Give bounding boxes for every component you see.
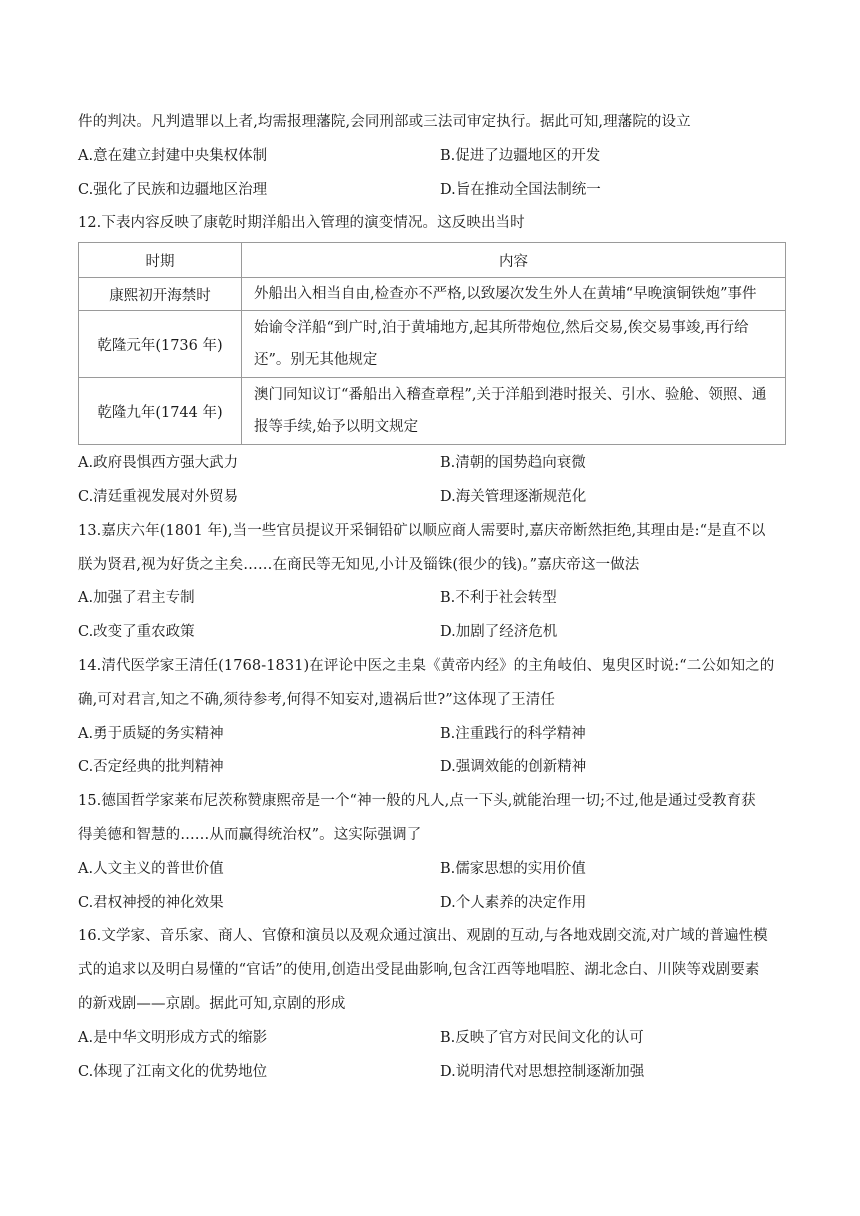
q11-option-c: C.强化了民族和边疆地区治理 bbox=[78, 181, 268, 198]
q12-options-row-1 bbox=[78, 447, 788, 481]
q14-options-row-2 bbox=[78, 751, 788, 785]
q16-options-row-2 bbox=[78, 1056, 788, 1090]
q13-option-a: A.加强了君主专制 bbox=[78, 590, 195, 607]
table-cell-content bbox=[242, 311, 786, 378]
q15-options-row-2 bbox=[78, 887, 788, 921]
q15-option-c: C.君权神授的神化效果 bbox=[78, 894, 224, 911]
q11-option-d: D.旨在推动全国法制统一 bbox=[440, 181, 601, 198]
q13-stem-line-2: 朕为贤君,视为好货之主矣……在商民等无知见,小计及锱铢(很少的钱)。”嘉庆帝这一做法 bbox=[78, 556, 640, 573]
q15-options-row-1 bbox=[78, 853, 788, 887]
q15-option-a: A.人文主义的普世价值 bbox=[78, 860, 224, 877]
q14-stem-line-1: 14.清代医学家王清任(1768-1831)在评论中医之圭臬《黄帝内经》的主角岐伯、鬼臾区时说:“二公如知之的 bbox=[78, 657, 775, 674]
q16-stem-line-2: 式的追求以及明白易懂的“官话”的使用,创造出受昆曲影响,包含江西等地唱腔、湖北念白、川陕等戏剧要素 bbox=[78, 962, 760, 979]
q12-option-d: D.海关管理逐渐规范化 bbox=[440, 488, 587, 505]
q14-option-d: D.强调效能的创新精神 bbox=[440, 759, 587, 776]
q11-stem-continuation: 件的判决。凡判遣罪以上者,均需报理藩院,会同刑部或三法司审定执行。据此可知,理藩院的设立 bbox=[78, 114, 691, 130]
q14-option-a: A.勇于质疑的务实精神 bbox=[78, 725, 224, 742]
q12-option-c: C.清廷重视发展对外贸易 bbox=[78, 488, 239, 505]
q14-option-c: C.否定经典的批判精神 bbox=[78, 759, 224, 776]
q12-stem: 12.下表内容反映了康乾时期洋船出入管理的演变情况。这反映出当时 bbox=[78, 215, 525, 232]
table-header-period: 时期 bbox=[79, 243, 242, 278]
table-cell-content bbox=[242, 378, 786, 445]
q13-option-d: D.加剧了经济危机 bbox=[440, 624, 558, 641]
table-header-content: 内容 bbox=[242, 243, 786, 278]
q12-options-row-2 bbox=[78, 481, 788, 515]
table-row bbox=[79, 311, 786, 378]
table-header-row bbox=[79, 243, 786, 278]
table-cell-line: 还”。别无其他规定 bbox=[254, 352, 378, 369]
q16-option-d: D.说明清代对思想控制逐渐加强 bbox=[440, 1063, 645, 1080]
q12-option-a: A.政府畏惧西方强大武力 bbox=[78, 455, 239, 472]
table-cell-period: 康熙初开海禁时 bbox=[79, 278, 242, 311]
q13-options-row-1 bbox=[78, 582, 788, 616]
q12-option-b: B.清朝的国势趋向衰微 bbox=[440, 455, 586, 472]
page-content bbox=[78, 106, 788, 1089]
table-cell-period: 乾隆元年(1736 年) bbox=[79, 311, 242, 378]
q16-options-row-1 bbox=[78, 1022, 788, 1056]
table-cell-period: 乾隆九年(1744 年) bbox=[79, 378, 242, 445]
q13-option-b: B.不利于社会转型 bbox=[440, 590, 557, 607]
ship-regulation-table bbox=[78, 242, 786, 445]
q16-stem-line-3: 的新戏剧——京剧。据此可知,京剧的形成 bbox=[78, 995, 346, 1012]
q13-options-row-2 bbox=[78, 616, 788, 650]
q15-option-d: D.个人素养的决定作用 bbox=[440, 894, 587, 911]
q16-option-a: A.是中华文明形成方式的缩影 bbox=[78, 1029, 268, 1046]
q11-option-b: B.促进了边疆地区的开发 bbox=[440, 147, 601, 164]
table-cell-line: 外船出入相当自由,检查亦不严格,以致屡次发生外人在黄埔“早晚演铜铁炮”事件 bbox=[254, 286, 757, 303]
q16-stem-line-1: 16.文学家、音乐家、商人、官僚和演员以及观众通过演出、观剧的互动,与各地戏剧交流,对广域的普遍性模 bbox=[78, 928, 768, 945]
q15-stem-line-2: 得美德和智慧的……从而赢得统治权”。这实际强调了 bbox=[78, 826, 422, 843]
q15-stem-line-1: 15.德国哲学家莱布尼茨称赞康熙帝是一个“神一般的凡人,点一下头,就能治理一切;不过,他是通过受教育获 bbox=[78, 793, 756, 810]
table-cell-line: 报等手续,始予以明文规定 bbox=[254, 419, 419, 436]
q14-options-row-1 bbox=[78, 718, 788, 752]
table-row bbox=[79, 378, 786, 445]
q13-option-c: C.改变了重农政策 bbox=[78, 624, 195, 641]
q15-option-b: B.儒家思想的实用价值 bbox=[440, 860, 586, 877]
table-cell-line: 始谕令洋船“到广时,泊于黄埔地方,起其所带炮位,然后交易,俟交易事竣,再行给 bbox=[254, 320, 749, 337]
q16-option-b: B.反映了官方对民间文化的认可 bbox=[440, 1029, 644, 1046]
q14-stem-line-2: 确,可对君言,知之不确,须待参考,何得不知妄对,遗祸后世?”这体现了王清任 bbox=[78, 691, 555, 708]
q11-options-row-1 bbox=[78, 140, 788, 174]
q13-stem-line-1: 13.嘉庆六年(1801 年),当一些官员提议开采铜铅矿以顺应商人需要时,嘉庆帝断然拒绝,其理由是:“是直不以 bbox=[78, 522, 766, 539]
q16-option-c: C.体现了江南文化的优势地位 bbox=[78, 1063, 268, 1080]
table-row bbox=[79, 278, 786, 311]
table-cell-line: 澳门同知议订“番船出入稽查章程”,关于洋船到港时报关、引水、验舱、领照、通 bbox=[254, 387, 767, 404]
table-cell-content bbox=[242, 278, 786, 311]
q11-option-a: A.意在建立封建中央集权体制 bbox=[78, 147, 268, 164]
q14-option-b: B.注重践行的科学精神 bbox=[440, 725, 586, 742]
q11-options-row-2 bbox=[78, 174, 788, 208]
